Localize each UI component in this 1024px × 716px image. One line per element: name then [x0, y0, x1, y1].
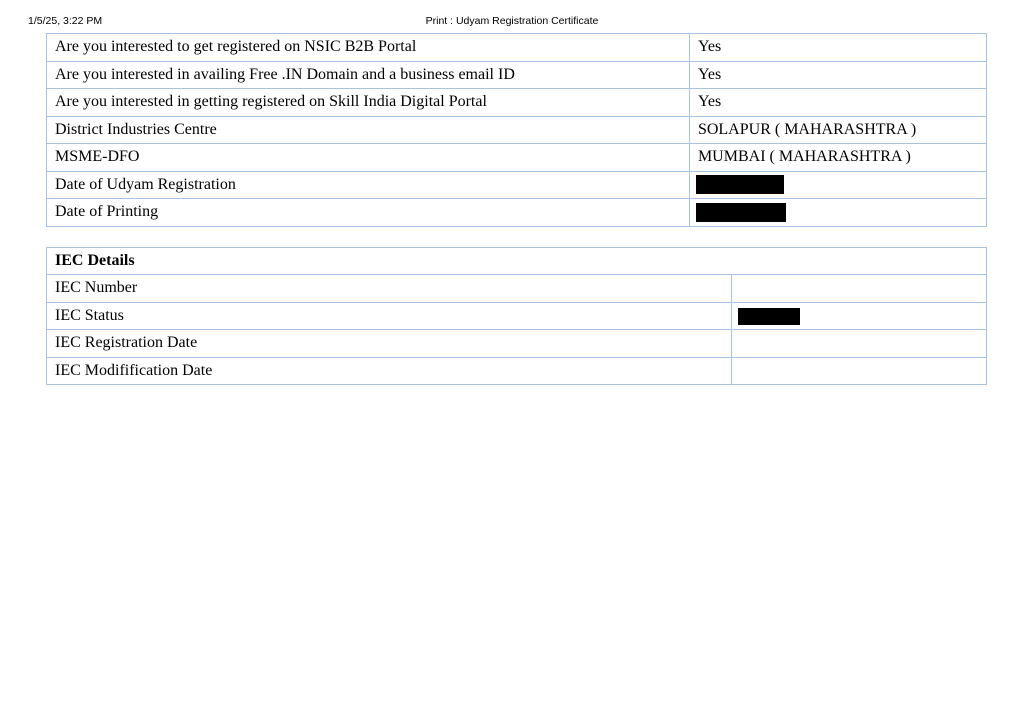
row-value	[732, 330, 987, 358]
print-header	[0, 15, 1024, 29]
redaction-bar	[696, 203, 786, 222]
redaction-bar	[696, 175, 784, 194]
table-row	[47, 199, 987, 227]
table-row	[47, 34, 987, 62]
row-value	[732, 302, 987, 330]
table-row	[47, 116, 987, 144]
row-label: MSME-DFO	[47, 144, 690, 172]
row-label: IEC Status	[47, 302, 732, 330]
redaction-bar	[738, 308, 800, 325]
table-row	[47, 302, 987, 330]
iec-details-table	[46, 247, 987, 386]
row-label: IEC Number	[47, 275, 732, 303]
row-value	[689, 171, 986, 199]
table-row	[47, 144, 987, 172]
certificate-content	[46, 33, 987, 385]
registration-table	[46, 33, 987, 227]
table-row	[47, 171, 987, 199]
print-title: Print : Udyam Registration Certificate	[425, 15, 599, 27]
row-value: SOLAPUR ( MAHARASHTRA )	[689, 116, 986, 144]
row-label: Are you interested to get registered on NSIC B2B Portal	[47, 34, 690, 62]
row-label: IEC Modifification Date	[47, 357, 732, 385]
row-value	[732, 275, 987, 303]
table-row	[47, 61, 987, 89]
row-value	[689, 199, 986, 227]
table-row	[47, 275, 987, 303]
iec-details-header-row	[47, 247, 987, 275]
row-value: Yes	[689, 34, 986, 62]
row-label: Are you interested in getting registered on Skill India Digital Portal	[47, 89, 690, 117]
row-value: Yes	[689, 61, 986, 89]
row-label: District Industries Centre	[47, 116, 690, 144]
row-value: MUMBAI ( MAHARASHTRA )	[689, 144, 986, 172]
iec-details-header: IEC Details	[47, 247, 987, 275]
row-value: Yes	[689, 89, 986, 117]
row-value	[732, 357, 987, 385]
table-row	[47, 357, 987, 385]
row-label: Date of Udyam Registration	[47, 171, 690, 199]
table-row	[47, 330, 987, 358]
row-label: Are you interested in availing Free .IN Domain and a business email ID	[47, 61, 690, 89]
row-label: Date of Printing	[47, 199, 690, 227]
table-row	[47, 89, 987, 117]
iec-details-section	[46, 247, 987, 386]
row-label: IEC Registration Date	[47, 330, 732, 358]
header-datetime: 1/5/25, 3:22 PM	[28, 15, 103, 27]
